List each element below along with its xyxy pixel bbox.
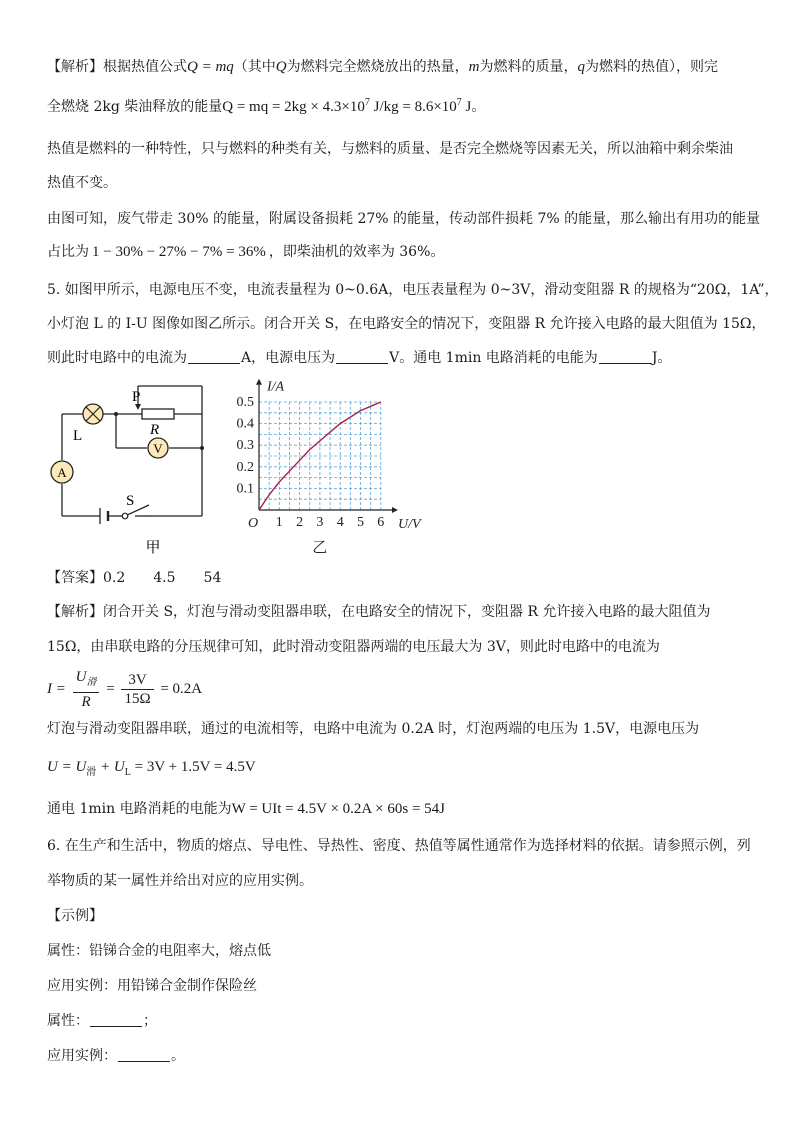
answer-blank-current[interactable] [188, 349, 240, 364]
question-5-line-2: 小灯泡 L 的 I-U 图像如图乙所示。闭合开关 S，在电路安全的情况下，变阻器 R 允许接入电路的最大阻值为 15Ω， [47, 316, 766, 332]
analysis-line-3: 热值是燃料的一种特性，只与燃料的种类有关，与燃料的质量、是否完全燃烧等因素无关，所以油箱中剩余柴油 [47, 141, 733, 157]
chart-axes [256, 379, 398, 513]
label-V: V [153, 441, 163, 456]
question-6-line-2: 举物质的某一属性并给出对应的应用实例。 [47, 873, 313, 889]
label-P: P [132, 389, 141, 405]
question-6-line-1: 6. 在生产和生活中，物质的熔点、导电性、导热性、密度、热值等属性通常作为选择材料的依据。请参照示例，列 [47, 838, 751, 854]
y-tick-label: 0.1 [236, 481, 254, 497]
equation-voltage: $U = U_滑 + U_L = 3V + 1.5V = 4.5V$ [47, 759, 256, 778]
y-tick-label: 0.2 [236, 459, 254, 475]
x-axis-label: U/V [397, 517, 421, 532]
equation-current: I = $\frac{U_滑}{R}$ = $\frac{3V}{15\Omega}$ = 0.2A [47, 669, 203, 710]
question-5-line-3: 则此时电路中的电流为 A，电源电压为 V。通电 1min 电路消耗的电能为 J。 [47, 350, 672, 366]
x-tick-label: 5 [357, 515, 364, 530]
analysis-line-2: 全燃烧 2kg 柴油释放的能量Q = mq = $2kg \times 4.3\times 10^7$ $J/kg = 8.6\times 10^7$ J。 [47, 97, 486, 115]
y-tick-label: 0.4 [236, 416, 254, 432]
answer-value-2: 4.5 [153, 570, 176, 586]
caption-yi: 乙 [312, 540, 328, 556]
x-tick-label: 2 [296, 515, 304, 530]
circuit-diagram [40, 382, 230, 562]
iu-chart [232, 376, 421, 560]
analysis-line-6: 占比为 1 − 30% − 27% − 7% = 36% ，即柴油机的效率为 36%。 [47, 244, 445, 260]
x-tick-label: 3 [316, 515, 324, 530]
analysis5-line-2: 15Ω，由串联电路的分压规律可知，此时滑动变阻器两端的电压最大为 3V，则此时电路中的电流为 [47, 639, 660, 655]
property-answer-line: 属性： ； [47, 1013, 157, 1029]
analysis-line-5: 由图可知，废气带走 30% 的能量，附属设备损耗 27% 的能量，传动部件损耗 7% 的能量，那么输出有用功的能量 [47, 211, 761, 227]
x-tick-label: 1 [275, 515, 283, 530]
answer-line: 【答案】0.2 4.5 54 [47, 570, 222, 586]
label-S: S [126, 493, 135, 509]
answer-value-3: 54 [203, 570, 222, 586]
chart-ticks [237, 380, 422, 556]
answer-blank-energy[interactable] [599, 349, 651, 364]
analysis5-line-3: 灯泡与滑动变阻器串联，通过的电流相等，电路中电流为 0.2A 时，灯泡两端的电压为 1.5V，电源电压为 [47, 721, 700, 737]
property-answer-blank[interactable] [90, 1012, 142, 1027]
answer-value-1: 0.2 [103, 570, 126, 586]
x-tick-label: 6 [377, 515, 385, 530]
x-tick-label: 4 [336, 515, 344, 530]
energy-formula: Q = mq = $2kg \times 4.3\times 10^7$ $J/kg = 8.6\times 10^7$ J [222, 97, 472, 115]
example-application: 应用实例：用铅锑合金制作保险丝 [47, 978, 257, 994]
label-R: R [150, 422, 160, 438]
label-A: A [57, 465, 67, 480]
answer-blank-voltage[interactable] [336, 349, 388, 364]
origin-label: O [248, 516, 259, 531]
lamp-symbol [83, 404, 103, 424]
y-axis-label: I/A [267, 379, 285, 395]
chart-grid [259, 402, 381, 510]
analysis5-line-1: 【解析】闭合开关 S，灯泡与滑动变阻器串联，在电路安全的情况下，变阻器 R 允许接入电路的最大阻值为 [47, 604, 711, 620]
example-heading: 【示例】 [47, 908, 103, 924]
label-L: L [73, 428, 83, 444]
question-5-line-1: 5. 如图甲所示，电源电压不变，电流表量程为 0~0.6A，电压表量程为 0~3V，滑动变阻器 R 的规格为“20Ω，1A”， [47, 282, 779, 298]
y-tick-label: 0.5 [236, 395, 254, 410]
analysis5-line-4: 通电 1min 电路消耗的电能为W = UIt = 4.5V × 0.2A × 60s = 54J [47, 801, 445, 817]
y-axis-arrow [256, 379, 262, 385]
y-tick-label: 0.3 [236, 438, 254, 454]
caption-jia: 甲 [145, 540, 161, 556]
application-answer-blank[interactable] [118, 1047, 170, 1062]
application-answer-line: 应用实例： 。 [47, 1048, 185, 1064]
x-axis-arrow [392, 507, 398, 513]
example-property: 属性：铅锑合金的电阻率大，熔点低 [47, 943, 271, 959]
analysis-line-1: 【解析】根据热值公式Q = mq（其中Q为燃料完全燃烧放出的热量，m为燃料的质量，q为燃料的热值），则完 [47, 59, 718, 75]
analysis-line-4: 热值不变。 [47, 175, 117, 191]
